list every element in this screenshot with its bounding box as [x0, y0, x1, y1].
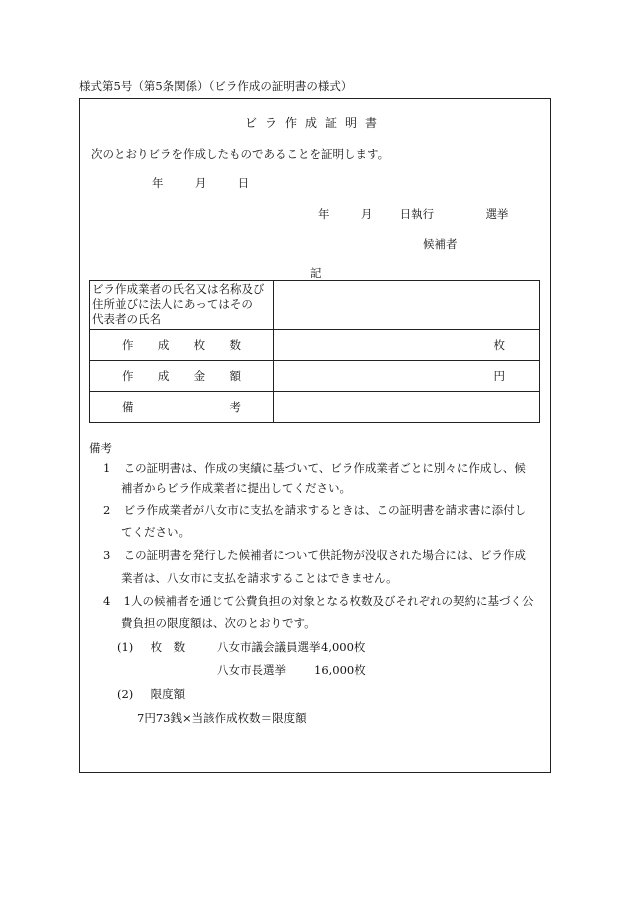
label-char: 額 — [229, 369, 241, 383]
ki-mark: 記 — [310, 266, 322, 280]
limit-row-mayor — [217, 662, 286, 678]
note-number: 1 — [103, 461, 111, 475]
vendor-value-cell[interactable] — [274, 281, 540, 330]
table-row — [90, 392, 540, 423]
note-number: 4 — [103, 594, 111, 608]
label-char: 作 — [122, 369, 134, 383]
limit-formula: 7円73銭×当該作成枚数＝限度額 — [137, 711, 307, 725]
sub-number: (2) — [117, 687, 134, 701]
note-3 — [103, 547, 526, 563]
label-char: 備 — [122, 400, 134, 414]
remarks-label-cell — [90, 392, 274, 423]
quantity-unit: 枚 — [493, 338, 505, 352]
note-2-cont: てください。 — [121, 525, 190, 539]
note-number: 3 — [103, 548, 111, 562]
label-char: 金 — [193, 369, 206, 383]
label-char: 作 — [122, 338, 134, 352]
amount-value-cell[interactable] — [274, 361, 540, 392]
note-text: この証明書を発行した候補者について供託物が没収された場合には、ビラ作成 — [123, 548, 526, 562]
election-year: 年 — [318, 207, 330, 221]
label-char: 成 — [157, 338, 170, 352]
amount-label-cell — [90, 361, 274, 392]
quantity-label-cell — [90, 330, 274, 361]
limit-sub-2 — [117, 686, 185, 702]
note-1-cont: 補者からビラ作成業者に提出してください。 — [121, 481, 351, 495]
vendor-label-line: 住所並びに法人にあってはその — [92, 297, 253, 311]
label-char: 考 — [229, 400, 241, 414]
date-day: 日 — [237, 176, 250, 190]
note-text: この証明書は、作成の実績に基づいて、ビラ作成業者ごとに別々に作成し、候 — [123, 461, 526, 475]
election-type: 八女市長選挙 — [217, 663, 286, 677]
date-month: 月 — [194, 176, 207, 190]
limit-row-council — [217, 639, 321, 655]
remarks-value-cell[interactable] — [274, 392, 540, 423]
vendor-label-line: 代表者の氏名 — [92, 312, 161, 326]
limit-value-council: 4,000枚 — [321, 640, 366, 654]
note-text: ビラ作成業者が八女市に支払を請求するときは、この証明書を請求書に添付し — [123, 503, 527, 517]
limit-value-mayor: 16,000枚 — [314, 663, 366, 677]
candidate-label: 候補者 — [423, 237, 458, 251]
election-name: 選挙 — [485, 207, 509, 221]
limit-sub-1 — [117, 639, 185, 655]
form-label: 様式第5号（第5条関係）（ビラ作成の証明書の様式） — [79, 79, 353, 93]
sub-number: (1) — [117, 640, 134, 654]
issue-date — [152, 175, 249, 191]
note-text: 1人の候補者を通じて公費負担の対象となる枚数及びそれぞれの契約に基づく公 — [123, 594, 534, 608]
election-day-exec: 日執行 — [399, 207, 435, 221]
amount-unit: 円 — [493, 369, 505, 383]
notes-heading: 備考 — [89, 441, 112, 455]
sub-label: 限度額 — [150, 687, 186, 701]
vendor-label-line: ビラ作成業者の氏名又は名称及び — [92, 282, 265, 296]
note-4 — [103, 593, 533, 609]
vendor-label-cell — [90, 281, 274, 330]
note-number: 2 — [103, 503, 111, 517]
note-2 — [103, 502, 526, 518]
election-line — [318, 206, 508, 222]
label-char: 成 — [157, 369, 170, 383]
date-year: 年 — [152, 176, 164, 190]
label-char: 枚 — [193, 338, 206, 352]
sub-label: 枚 数 — [150, 640, 186, 654]
table-row — [90, 361, 540, 392]
note-3-cont: 業者は、八女市に支払を請求することはできません。 — [121, 571, 398, 585]
quantity-value-cell[interactable] — [274, 330, 540, 361]
label-char: 数 — [229, 338, 241, 352]
details-table — [89, 280, 540, 423]
election-month: 月 — [360, 207, 373, 221]
document-title: ビラ作成証明書 — [244, 116, 385, 130]
note-1 — [103, 460, 526, 476]
note-4-cont: 費負担の限度額は、次のとおりです。 — [121, 616, 316, 630]
election-type: 八女市議会議員選挙 — [217, 640, 321, 654]
table-row — [90, 330, 540, 361]
table-row — [90, 281, 540, 330]
certification-statement: 次のとおりビラを作成したものであることを証明します。 — [91, 147, 390, 161]
